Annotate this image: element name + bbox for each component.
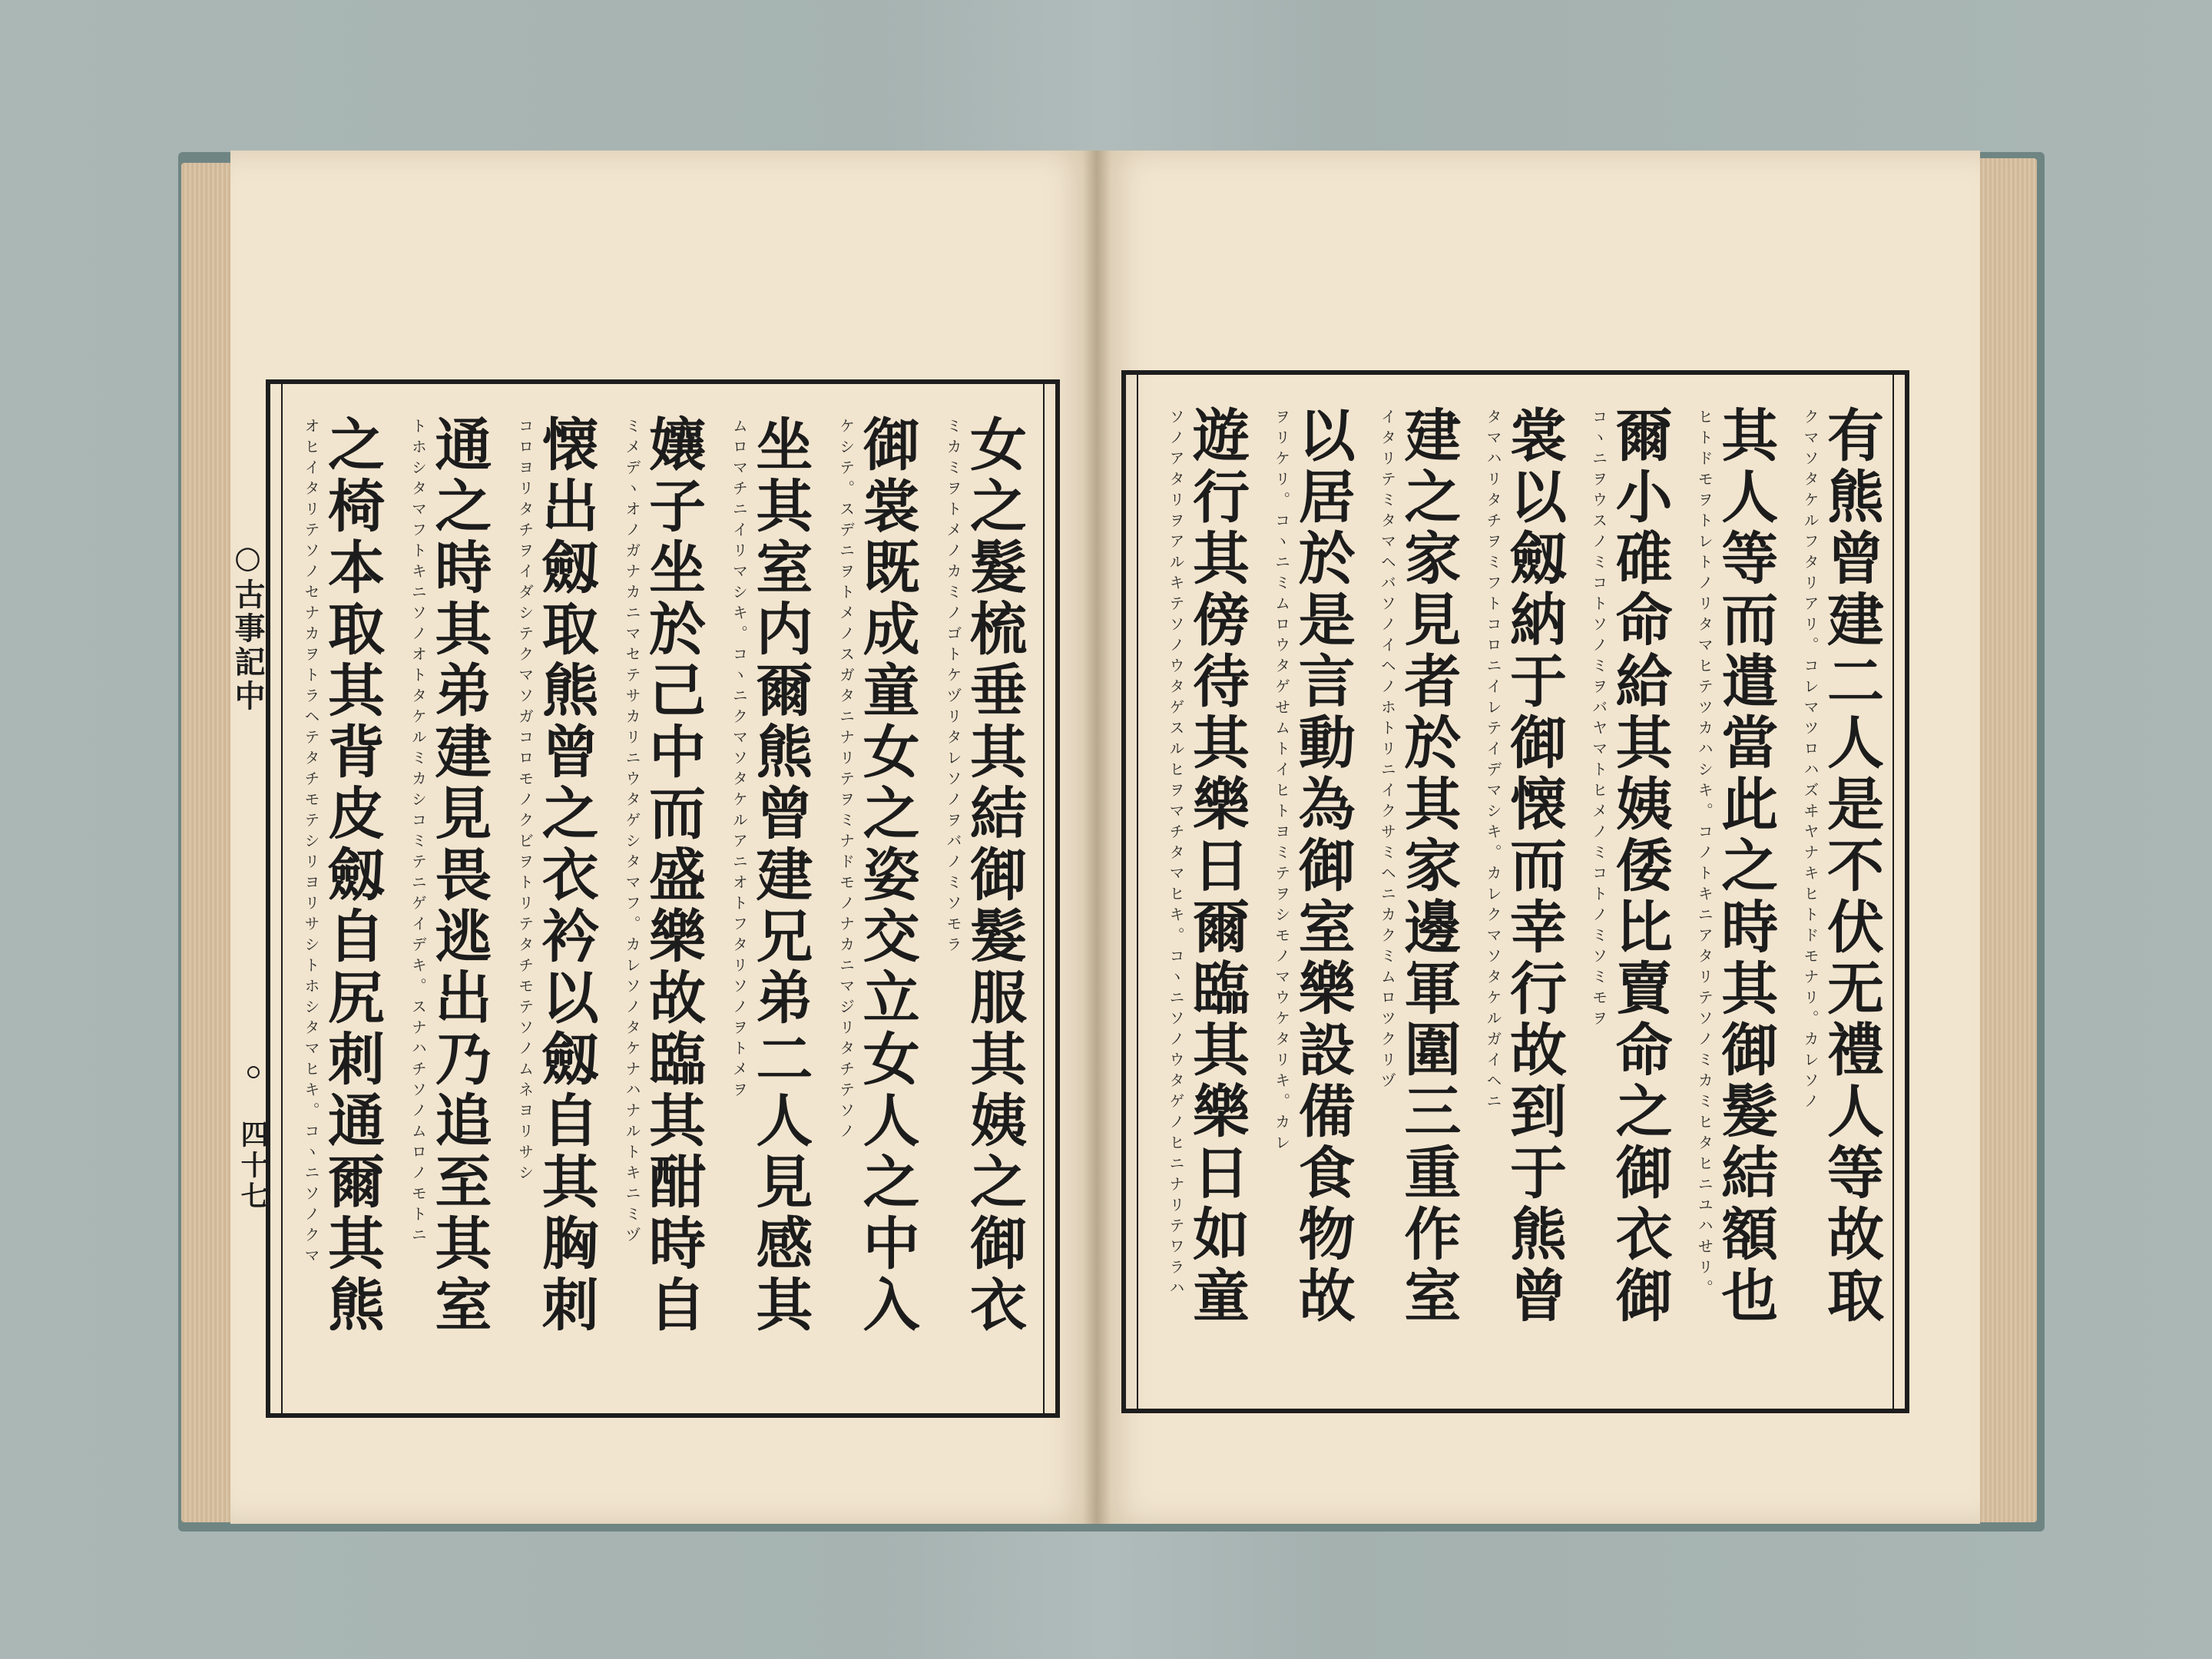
text-column: [506, 415, 597, 1390]
text-column: [1157, 406, 1250, 1386]
column-text: 建之家見者於其家邊軍圍三重作室: [1395, 406, 1462, 1327]
left-text-columns: [292, 415, 1025, 1390]
column-furigana: クマソタケルフタリアリ。コレマツロハズヰヤナキヒトドモナリ。カレソノ: [1800, 409, 1820, 1114]
column-text: 女之髮梳垂其結御髮服其姨之御衣: [960, 415, 1027, 1336]
text-column: [1580, 406, 1671, 1386]
column-furigana: ヲリケリ。コヽニミムロウタゲせムトイヒトヨミテヲシモノマウケタリキ。カレ: [1272, 409, 1291, 1155]
column-text: 遊行其傍待其樂日爾臨其樂日如童: [1184, 406, 1250, 1327]
right-text-columns: [1157, 406, 1882, 1386]
column-furigana: ミカミヲトメノカミノゴトケヅリタレソノヲバノミソモラ: [943, 418, 962, 957]
column-furigana: トホシタマフトキニソノオトタケルミカシコミテニゲイデキ。スナハチソノムロノモトニ: [409, 418, 428, 1247]
column-furigana: イタリテミタマヘバソノイヘノホトリニイクサミヘニカクミムロツクリヅ: [1378, 409, 1397, 1093]
text-column: [613, 415, 704, 1390]
frame-inner-rule: [1043, 384, 1045, 1413]
text-column: [827, 415, 918, 1390]
frame-inner-rule: [281, 384, 283, 1413]
margin-dot: [247, 1066, 260, 1078]
column-text: 有熊曾建二人是不伏无禮人等故取: [1817, 406, 1884, 1327]
column-text: 懐出劔取熊曾之衣衿以劔自其胸刺: [532, 415, 599, 1336]
column-furigana: ヒトドモヲトレトノリタマヒテツカハシキ。コノトキニアタリテソノミカミヒタヒニユハせリ。: [1695, 409, 1714, 1300]
text-column: [1791, 406, 1882, 1386]
text-column: [399, 415, 492, 1390]
column-furigana: ケシテ。スデニヲトメノスガタニナリテヲミナドモノナカニマジリタチテソノ: [836, 418, 856, 1144]
book-gutter: [1083, 151, 1111, 1524]
page-edges-right: [1974, 158, 2037, 1522]
left-text-frame: [266, 379, 1060, 1418]
right-text-frame: [1121, 370, 1909, 1413]
text-column: [292, 415, 385, 1390]
column-text: 爾小碓命給其姨倭比賣命之御衣御: [1606, 406, 1673, 1327]
column-text: 御裳既成童女之姿交立女人之中入: [853, 415, 920, 1336]
column-text: 裳以劔納于御懐而幸行故到于熊曾: [1500, 406, 1567, 1327]
running-title: ○古事記中: [230, 539, 266, 714]
text-column: [1368, 406, 1462, 1386]
text-column: [1474, 406, 1565, 1386]
column-furigana: ムロマチニイリマシキ。コヽニクマソタケルアニオトフタリソノヲトメヲ: [730, 418, 749, 1102]
column-text: 其人等而遣當此之時其御髮結額也: [1712, 406, 1779, 1327]
column-furigana: コヽニヲウスノミコトソノミヲバヤマトヒメノミコトノミソミモヲ: [1589, 409, 1608, 1031]
column-furigana: ミメデヽオノガナカニマセテサカリニウタゲシタマフ。カレソノタケナハナルトキニミヅ: [622, 418, 641, 1247]
column-text: 通之時其弟建見畏逃出乃追至其室: [426, 415, 492, 1336]
frame-inner-rule: [1137, 375, 1138, 1409]
column-text: 以居於是言動為御室樂設備食物故: [1289, 406, 1356, 1327]
column-text: 孃子坐於己中而盛樂故臨其酣時自: [639, 415, 706, 1336]
text-column: [720, 415, 813, 1390]
column-furigana: コロヨリタチヲイダシテクマソガコロモノクビヲトリテタチモテソノムネヨリサシ: [515, 418, 535, 1185]
column-text: 坐其室内爾熊曾建兄弟二人見感其: [747, 415, 813, 1336]
column-text: 之椅本取其背皮劔自尻刺通爾其熊: [319, 415, 385, 1336]
column-furigana: オヒイタリテソノセナカヲトラヘテタチモテシリヨリサシトホシタマヒキ。コヽニソノクマ: [302, 418, 320, 1268]
column-furigana: ソノアタリヲアルキテソノウタゲスルヒヲマチタマヒキ。コヽニソノウタゲノヒニナリテワラハ: [1167, 409, 1185, 1300]
text-column: [934, 415, 1025, 1390]
column-furigana: タマハリタチヲミフトコロニイレテイデマシキ。カレクマソタケルガイヘニ: [1483, 409, 1502, 1114]
text-column: [1685, 406, 1779, 1386]
page-number: 四十七: [237, 1120, 269, 1212]
frame-inner-rule: [1892, 375, 1894, 1409]
text-column: [1263, 406, 1356, 1386]
